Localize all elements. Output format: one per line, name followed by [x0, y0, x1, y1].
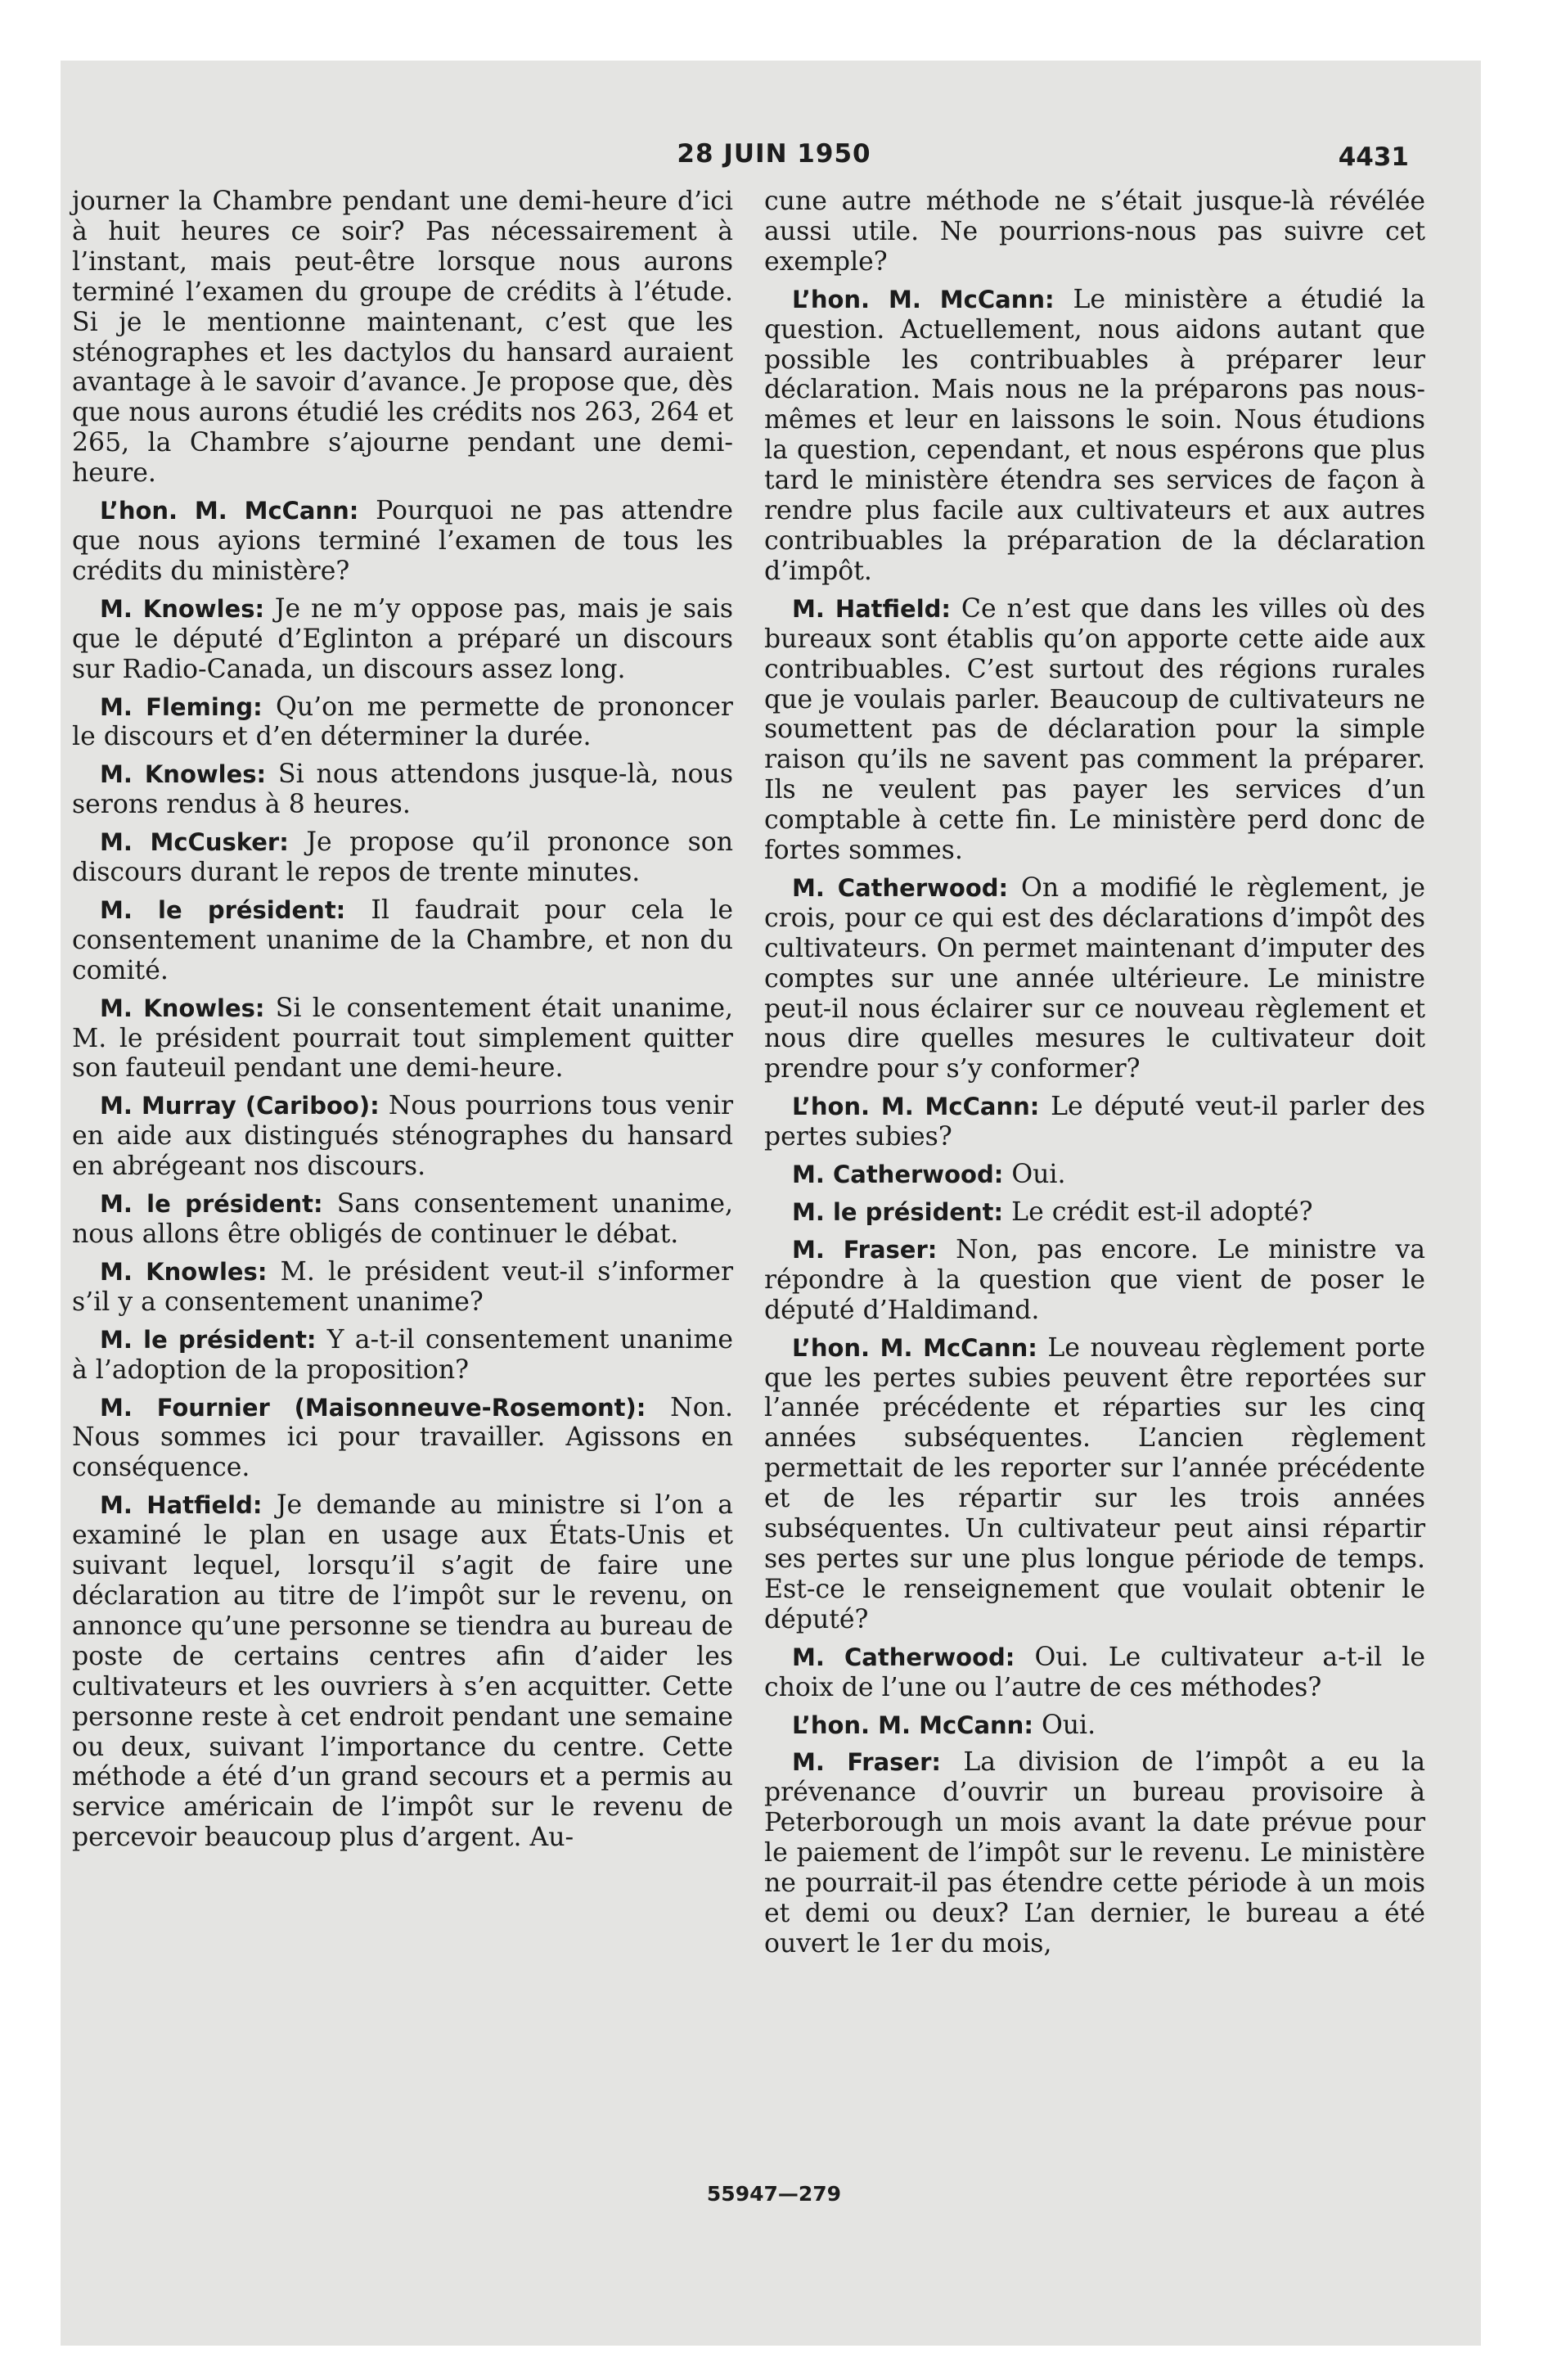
paragraph: [72, 895, 733, 986]
paragraph-text: Nous pourrions tous venir en aide aux distingués sténographes du hansard en abrégeant nos discours.: [72, 1091, 734, 1182]
paragraph-text: On a modifié le règlement, je crois, pour ce qui est des déclarations d’impôt des cultivateurs. On permet maintenant d’imputer des comptes sur une année ultérieure. Le ministre peut-il nous éclairer sur ce nouveau règlement et nous dire quelles mesures le cultivateur doit prendre pour s’y conformer?: [764, 872, 1426, 1084]
paragraph: [72, 692, 733, 753]
paragraph: [72, 496, 733, 587]
speaker-name: M. Catherwood:: [792, 1161, 1004, 1189]
paragraph-text: Si nous attendons jusque-là, nous serons rendus à 8 heures.: [72, 760, 733, 820]
paragraph-text: La division de l’impôt a eu la prévenance d’ouvrir un bureau provisoire à Peterborough un mois avant la date prévue pour le paiement de l’impôt sur le revenu. Le ministère ne pourrait-il pas étendre cette période à un mois et demi ou deux? L’an dernier, le bureau a été ouvert le 1er du mois,: [764, 1747, 1425, 1959]
page-footer-code: 55947—279: [706, 2182, 842, 2206]
speaker-name: M. Fleming:: [100, 692, 263, 721]
paragraph: [72, 1325, 733, 1386]
paragraph: [764, 1197, 1425, 1228]
speaker-name: M. le président:: [100, 895, 346, 924]
speaker-name: M. Catherwood:: [792, 1643, 1015, 1671]
paragraph: [72, 827, 733, 888]
paragraph: [72, 1189, 733, 1250]
paragraph: [764, 594, 1425, 866]
speaker-name: M. Hatfield:: [792, 594, 952, 623]
paragraph: [764, 1333, 1425, 1635]
page-header: [0, 139, 1548, 172]
paragraph-text: Le député veut-il parler des pertes subies?: [764, 1092, 1426, 1152]
speaker-name: M. Murray (Cariboo):: [100, 1092, 380, 1120]
paragraph: [764, 1711, 1425, 1741]
paragraph: [764, 873, 1425, 1084]
paragraph-text: Oui. Le cultivateur a-t-il le choix de l’une ou l’autre de ces méthodes?: [764, 1642, 1426, 1702]
speaker-name: M. Catherwood:: [792, 873, 1009, 902]
speaker-name: M. Fraser:: [792, 1748, 941, 1777]
speaker-name: L’hon. M. McCann:: [100, 497, 359, 525]
speaker-name: M. Hatfield:: [100, 1491, 263, 1520]
paragraph-text: Pourquoi ne pas attendre que nous ayions terminé l’examen de tous les crédits du ministère?: [72, 496, 733, 586]
paragraph-text: Le nouveau règlement porte que les pertes subies peuvent être reportées sur l’année précédente et réparties sur les cinq années subséquentes. L’ancien règlement permettait de les reporter sur l’année précédente et de les répartir sur les trois années subséquentes. Un cultivateur peut ainsi répartir ses pertes sur une plus longue période de temps. Est-ce le renseignement que voulait obtenir le député?: [764, 1332, 1426, 1634]
paragraph: [764, 1160, 1425, 1190]
paragraph-text: Oui.: [1041, 1710, 1096, 1740]
paragraph-text: Y a-t-il consentement unanime à l’adoption de la proposition?: [72, 1324, 734, 1385]
paragraph-text: Je propose qu’il prononce son discours durant le repos de trente minutes.: [72, 827, 733, 888]
paragraph: [72, 1091, 733, 1182]
speaker-name: M. Knowles:: [100, 1257, 268, 1286]
paragraph: [72, 1393, 733, 1484]
speaker-name: M. McCusker:: [100, 828, 289, 857]
paragraph: [72, 594, 733, 685]
paragraph-text: Non. Nous sommes ici pour travailler. Agissons en conséquence.: [72, 1392, 733, 1483]
paragraph-text: Ce n’est que dans les villes où des bureaux sont établis qu’on apporte cette aide aux contribuables. C’est surtout des régions rurales que je voulais parler. Beaucoup de cultivateurs ne soumettent pas de déclaration pour la simple raison qu’ils ne savent pas comment la préparer. Ils ne veulent pas payer les services d’un comptable à cette fin. Le ministère perd donc de fortes sommes.: [764, 593, 1426, 866]
paragraph: [72, 1257, 733, 1318]
paragraph-text: M. le président veut-il s’informer s’il y a consentement unanime?: [72, 1256, 733, 1317]
paragraph-text: journer la Chambre pendant une demi-heure d’ici à huit heures ce soir? Pas nécessairement à l’instant, mais peut-être lorsque nous aurons terminé l’examen du groupe de crédits à l’étude. Si je le mentionne maintenant, c’est que les sténographes et les dactylos du hansard auraient avantage à le savoir d’avance. Je propose que, dès que nous aurons étudié les crédits nos 263, 264 et 265, la Chambre s’ajourne pendant une demi-heure.: [72, 187, 733, 489]
speaker-name: M. le président:: [100, 1190, 323, 1219]
paragraph-text: Qu’on me permette de prononcer le discours et d’en déterminer la durée.: [72, 692, 733, 752]
paragraph: [764, 187, 1425, 277]
paragraph-text: Non, pas encore. Le ministre va répondre à la question que vient de poser le député d’Haldimand.: [764, 1234, 1425, 1325]
page-number: 4431: [1338, 142, 1409, 172]
paragraph-text: Sans consentement unanime, nous allons être obligés de continuer le débat.: [72, 1189, 733, 1249]
paragraph: [764, 1092, 1425, 1152]
speaker-name: M. le président:: [792, 1198, 1004, 1226]
paragraph-text: Je demande au ministre si l’on a examiné le plan en usage aux États-Unis et suivant lequel, lorsqu’il s’agit de faire une déclaration au titre de l’impôt sur le revenu, on annonce qu’une personne se tiendra au bureau de poste de certains centres afin d’aider les cultivateurs et les ouvriers à s’en acquitter. Cette personne reste à cet endroit pendant une semaine ou deux, suivant l’importance du centre. Cette méthode a été d’un grand secours et a permis au service américain de l’impôt sur le revenu de percevoir beaucoup plus d’argent. Au-: [72, 1490, 734, 1853]
paragraph-text: cune autre méthode ne s’était jusque-là révélée aussi utile. Ne pourrions-nous pas suivre cet exemple?: [764, 187, 1425, 277]
paragraph-text: Je ne m’y oppose pas, mais je sais que le député d’Eglinton a préparé un discours sur Radio-Canada, un discours assez long.: [72, 593, 734, 684]
paragraph: [764, 1643, 1425, 1703]
left-column: [72, 187, 733, 1860]
paragraph-text: Le crédit est-il adopté?: [1011, 1197, 1313, 1227]
paragraph: [72, 760, 733, 820]
paragraph: [72, 994, 733, 1084]
page-date: 28 JUIN 1950: [677, 139, 871, 169]
speaker-name: L’hon. M. McCann:: [792, 285, 1055, 313]
right-column: [764, 187, 1425, 1967]
paragraph: [72, 187, 733, 489]
paragraph-text: Oui.: [1011, 1160, 1066, 1190]
speaker-name: L’hon. M. McCann:: [792, 1333, 1037, 1362]
speaker-name: M. Fournier (Maisonneuve-Rosemont):: [100, 1393, 646, 1422]
paragraph-text: Si le consentement était unanime, M. le président pourrait tout simplement quitter son fauteuil pendant une demi-heure.: [72, 993, 733, 1084]
speaker-name: M. Fraser:: [792, 1235, 938, 1264]
paragraph: [764, 1747, 1425, 1959]
speaker-name: M. Knowles:: [100, 994, 265, 1022]
speaker-name: L’hon. M. McCann:: [792, 1711, 1033, 1739]
speaker-name: L’hon. M. McCann:: [792, 1093, 1040, 1121]
speaker-name: M. le président:: [100, 1325, 317, 1354]
speaker-name: M. Knowles:: [100, 760, 267, 789]
paragraph: [764, 285, 1425, 587]
speaker-name: M. Knowles:: [100, 594, 265, 623]
paragraph: [72, 1490, 733, 1853]
paragraph: [764, 1235, 1425, 1326]
paragraph-text: Le ministère a étudié la question. Actuellement, nous aidons autant que possible les contribuables à préparer leur déclaration. Mais nous ne la préparons pas nous-mêmes et leur en laissons le soin. Nous étudions la question, cependant, et nous espérons que plus tard le ministère étendra ses services de façon à rendre plus facile aux cultivateurs et aux autres contribuables la préparation de la déclaration d’impôt.: [764, 284, 1425, 586]
paragraph-text: Il faudrait pour cela le consentement unanime de la Chambre, et non du comité.: [72, 895, 734, 985]
